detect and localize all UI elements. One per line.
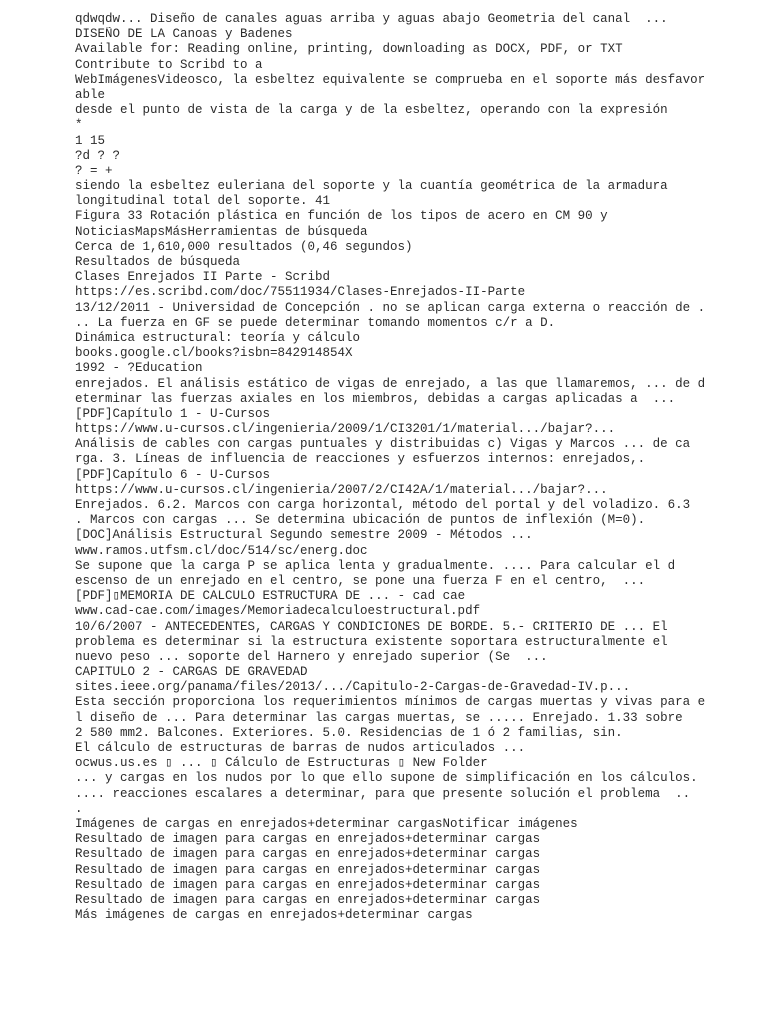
text-line: books.google.cl/books?isbn=842914854X <box>75 346 353 361</box>
text-line: l diseño de ... Para determinar las cargas muertas, se ..... Enrejado. 1.33 sobre <box>75 710 683 725</box>
text-line: desde el punto de vista de la carga y de la esbeltez, operando con la expresión <box>75 103 668 118</box>
text-line: ... y cargas en los nudos por lo que ello supone de simplificación en los cálculos. <box>75 771 698 786</box>
text-line: eterminar las fuerzas axiales en los miembros, debidas a cargas aplicadas a ... <box>75 391 676 406</box>
text-line: . Marcos con cargas ... Se determina ubicación de puntos de inflexión (M=0). <box>75 513 646 528</box>
text-line: qdwqdw... Diseño de canales aguas arriba y aguas abajo Geometria del canal ... <box>75 12 668 26</box>
text-line: El cálculo de estructuras de barras de nudos articulados ... <box>75 741 526 755</box>
text-line: [DOC]Análisis Estructural Segundo semestre 2009 - Métodos ... <box>75 528 533 543</box>
text-line: Resultado de imagen para cargas en enrejados+determinar cargas <box>75 862 541 877</box>
text-line: Resultado de imagen para cargas en enrejados+determinar cargas <box>75 877 541 892</box>
text-line: Más imágenes de cargas en enrejados+determinar cargas <box>75 908 473 923</box>
text-line: Contribute to Scribd to a <box>75 57 263 72</box>
text-line: .... reacciones escalares a determinar, para que presente solución el problema .. <box>75 786 691 801</box>
text-line: Esta sección proporciona los requerimientos mínimos de cargas muertas y vivas para e <box>75 695 706 710</box>
text-line: problema es determinar si la estructura existente soportara estructuralmente el <box>75 634 668 649</box>
document-page <box>75 12 715 923</box>
text-line: NoticiasMapsMásHerramientas de búsqueda <box>75 224 368 239</box>
text-line: Cerca de 1,610,000 resultados (0,46 segundos) <box>75 239 413 254</box>
text-line: ocwus.us.es ▯ ... ▯ Cálculo de Estructuras ▯ New Folder <box>75 756 488 771</box>
text-line: https://es.scribd.com/doc/75511934/Clases-Enrejados-II-Parte <box>75 285 526 300</box>
text-line: 1992 - ?Education <box>75 361 203 376</box>
text-line: 13/12/2011 - Universidad de Concepción . no se aplican carga externa o reacción de . <box>75 300 706 315</box>
text-line: ?d ? ? <box>75 148 121 163</box>
text-line: sites.ieee.org/panama/files/2013/.../Capitulo-2-Cargas-de-Gravedad-IV.p... <box>75 680 631 695</box>
text-line: 1 15 <box>75 133 106 148</box>
text-line: .. La fuerza en GF se puede determinar tomando momentos c/r a D. <box>75 315 556 330</box>
text-line: . <box>75 801 83 816</box>
text-line: [PDF]Capítulo 6 - U-Cursos <box>75 467 271 482</box>
text-line: enrejados. El análisis estático de vigas de enrejado, a las que llamaremos, ... de d <box>75 376 706 391</box>
text-line: siendo la esbeltez euleriana del soporte y la cuantía geométrica de la armadura <box>75 179 668 194</box>
text-line: ? = + <box>75 163 113 178</box>
text-line: DISEÑO DE LA Canoas y Badenes <box>75 27 293 42</box>
text-line: www.cad-cae.com/images/Memoriadecalculoestructural.pdf <box>75 604 481 619</box>
text-line: Clases Enrejados II Parte - Scribd <box>75 270 331 285</box>
text-line: Dinámica estructural: teoría y cálculo <box>75 330 361 345</box>
text-line: Figura 33 Rotación plástica en función de los tipos de acero en CM 90 y <box>75 209 608 224</box>
text-line: 2 580 mm2. Balcones. Exteriores. 5.0. Residencias de 1 ó 2 familias, sin. <box>75 725 623 740</box>
text-line: WebImágenesVideosco, la esbeltez equivalente se comprueba en el soporte más desfavor <box>75 72 706 87</box>
text-line: Available for: Reading online, printing, downloading as DOCX, PDF, or TXT <box>75 42 623 57</box>
text-line: rga. 3. Líneas de influencia de reacciones y esfuerzos internos: enrejados,. <box>75 452 646 467</box>
text-line: www.ramos.utfsm.cl/doc/514/sc/energ.doc <box>75 543 368 558</box>
text-line: Se supone que la carga P se aplica lenta y gradualmente. .... Para calcular el d <box>75 558 676 573</box>
text-line: Resultado de imagen para cargas en enrejados+determinar cargas <box>75 892 541 907</box>
text-line: https://www.u-cursos.cl/ingenieria/2009/1/CI3201/1/material.../bajar?... <box>75 422 616 437</box>
text-line: https://www.u-cursos.cl/ingenieria/2007/2/CI42A/1/material.../bajar?... <box>75 482 608 497</box>
text-line: Imágenes de cargas en enrejados+determinar cargasNotificar imágenes <box>75 816 578 831</box>
text-line: able <box>75 87 106 102</box>
text-line: Resultado de imagen para cargas en enrejados+determinar cargas <box>75 847 541 862</box>
text-line: nuevo peso ... soporte del Harnero y enrejado superior (Se ... <box>75 649 548 664</box>
text-line: Resultado de imagen para cargas en enrejados+determinar cargas <box>75 832 541 847</box>
text-line: [PDF]▯MEMORIA DE CALCULO ESTRUCTURA DE ... - cad cae <box>75 589 466 604</box>
text-line: longitudinal total del soporte. 41 <box>75 194 331 209</box>
text-line: CAPITULO 2 - CARGAS DE GRAVEDAD <box>75 665 308 680</box>
text-line: escenso de un enrejado en el centro, se pone una fuerza F en el centro, ... <box>75 573 646 588</box>
text-line: Enrejados. 6.2. Marcos con carga horizontal, método del portal y del voladizo. 6.3 <box>75 498 691 512</box>
text-line: Análisis de cables con cargas puntuales y distribuidas c) Vigas y Marcos ... de ca <box>75 437 691 452</box>
text-line: 10/6/2007 - ANTECEDENTES, CARGAS Y CONDICIONES DE BORDE. 5.- CRITERIO DE ... El <box>75 619 668 634</box>
text-line: [PDF]Capítulo 1 - U-Cursos <box>75 406 271 421</box>
text-line: Resultados de búsqueda <box>75 255 241 269</box>
text-line: * <box>75 118 83 133</box>
